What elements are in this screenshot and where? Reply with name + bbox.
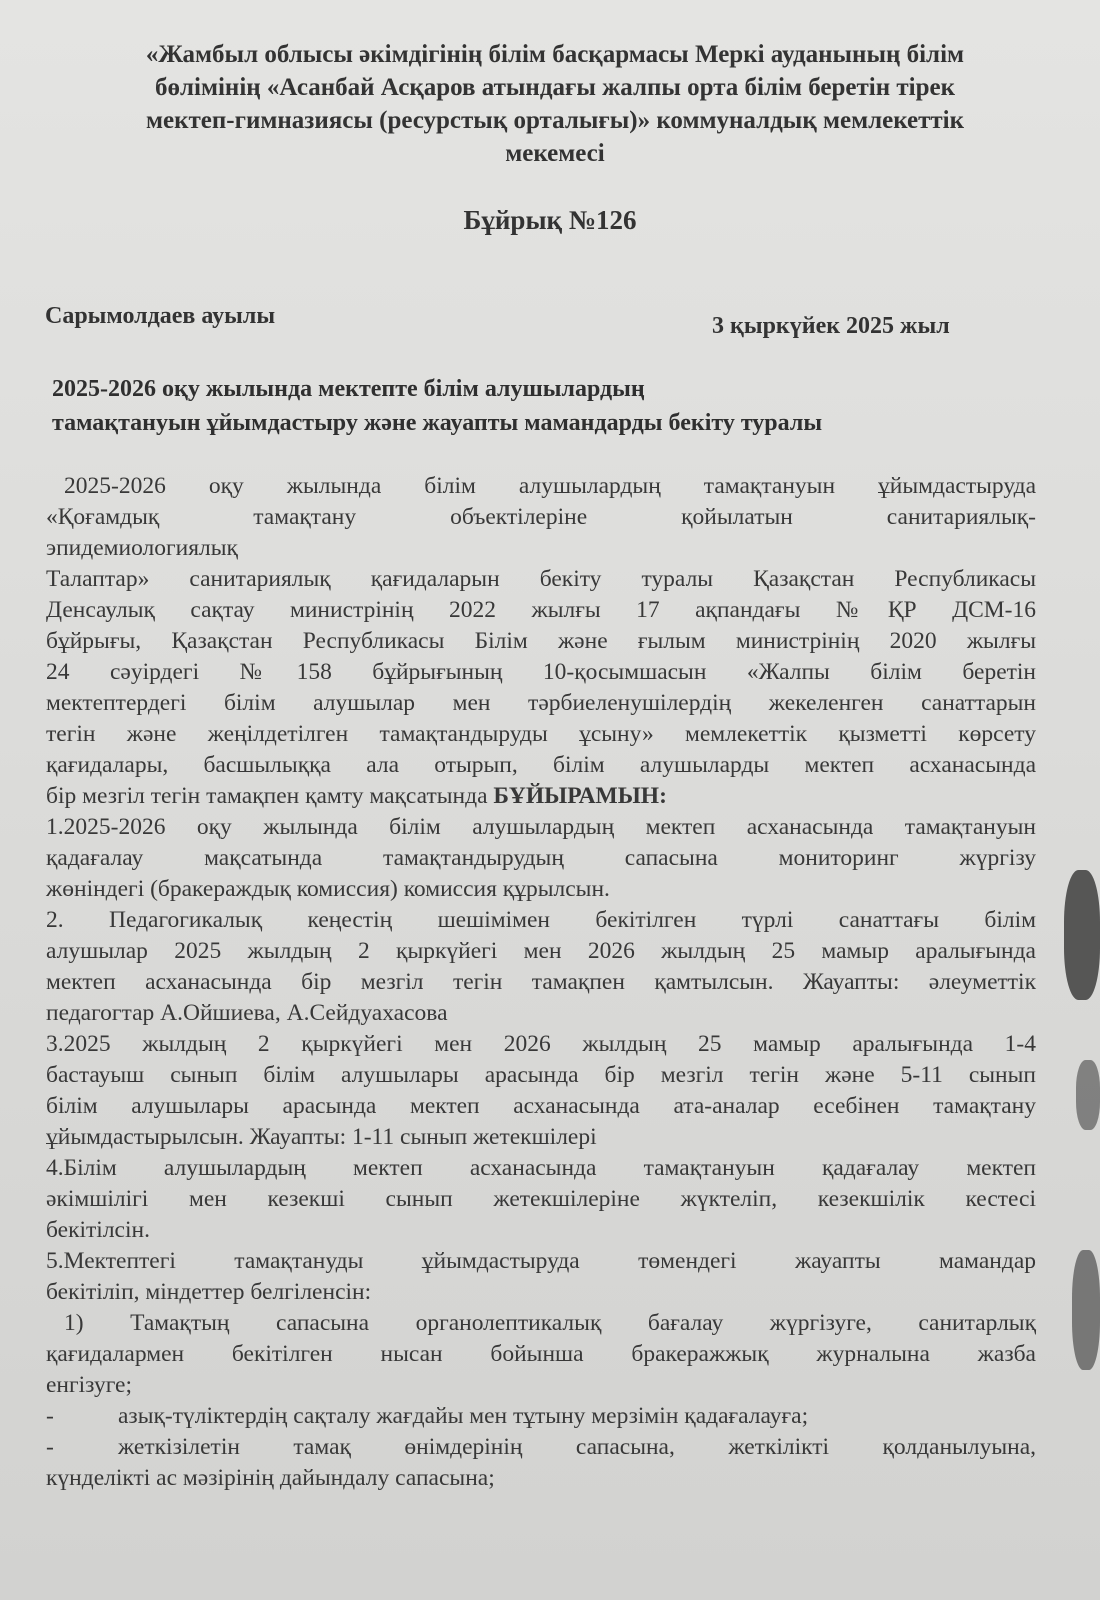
order-item-4 — [46, 1153, 1036, 1246]
item-line: бекітіліп, міндеттер белгіленсін: — [46, 1279, 372, 1305]
item-line: қадағалау мақсатында тамақтандырудың сапасына мониторинг жүргізу — [46, 845, 1036, 871]
item-line: әкімшілігі мен кезекші сынып жетекшілеріне жүктеліп, кезекшілік кестесі — [46, 1186, 1036, 1212]
item-line: педагогтар А.Ойшиева, А.Сейдуахасова — [46, 1000, 448, 1026]
dash-bullet: - — [46, 1434, 54, 1460]
item-line: 2. Педагогикалық кеңестің шешімімен бекітілген түрлі санаттағы білім — [46, 907, 1036, 933]
preamble-line: бұйрығы, Қазақстан Республикасы Білім және ғылым министрінің 2020 жылғы — [46, 628, 1036, 654]
item-line: білім алушылары арасында мектеп асханасында ата-аналар есебінен тамақтану — [46, 1093, 1036, 1119]
item-line: жөніндегі (бракераждық комиссия) комиссия құрылсын. — [46, 876, 610, 902]
order-item-1 — [46, 812, 1036, 905]
header-line-1: «Жамбыл облысы әкімдігінің білім басқармасы Меркі ауданының білім — [145, 41, 965, 68]
dash-item-text: жеткізілетін тамақ өнімдерінің сапасына, жеткілікті қолданылуына, — [118, 1434, 1036, 1460]
preamble-line — [46, 781, 1036, 812]
item-line: ұйымдастырылсын. Жауапты: 1-11 сынып жетекшілері — [46, 1124, 597, 1150]
command-word: БҰЙЫРАМЫН: — [493, 783, 667, 809]
item-line: күнделікті ас мәзірінің дайындалу сапасына; — [46, 1465, 495, 1491]
item-line: қағидалармен бекітілген нысан бойынша бракеражжық журналына жазба — [46, 1341, 1036, 1367]
item-line: мектеп асханасында бір мезгіл тегін тамақпен қамтылсын. Жауапты: әлеуметтік — [46, 969, 1036, 995]
dash-item-1 — [46, 1401, 1036, 1432]
item-line: бекітілсін. — [46, 1217, 150, 1243]
order-item-2 — [46, 905, 1036, 1029]
header-line-4: мекемесі — [505, 140, 605, 167]
item-line: 4.Білім алушылардың мектеп асханасында тамақтануын қадағалау мектеп — [46, 1155, 1036, 1181]
order-subject — [52, 372, 1012, 440]
preamble-line: 2025-2026 оқу жылында білім алушылардың тамақтануын ұйымдастыруда — [64, 473, 1036, 499]
order-place: Сарымолдаев ауылы — [45, 303, 276, 329]
header-line-3: мектеп-гимназиясы (ресурстық орталығы)» коммуналдық мемлекеттік — [145, 107, 965, 134]
preamble-line: Денсаулық сақтау министрінің 2022 жылғы 17 ақпандағы №ҚР ДСМ-16 — [46, 597, 1036, 623]
ink-stain-decoration — [1064, 870, 1100, 1000]
item-line: 3.2025 жылдың 2 қыркүйегі мен 2026 жылдың 25 мамыр аралығында 1-4 — [46, 1031, 1036, 1057]
ink-stain-decoration — [1076, 1060, 1100, 1130]
subject-line-2: тамақтануын ұйымдастыру және жауапты мамандарды бекіту туралы — [52, 410, 823, 436]
item-line: енгізуге; — [46, 1372, 133, 1398]
item-line: 1.2025-2026 оқу жылында білім алушылардың мектеп асханасында тамақтануын — [46, 814, 1036, 840]
dash-item-2 — [46, 1432, 1036, 1463]
order-item-3 — [46, 1029, 1036, 1153]
dash-item-text: азық-түліктердің сақталу жағдайы мен тұтыну мерзімін қадағалауға; — [118, 1403, 809, 1429]
order-body — [46, 471, 1036, 1494]
preamble — [46, 471, 1036, 812]
item-line: 5.Мектептегі тамақтануды ұйымдастыруда төмендегі жауапты мамандар — [46, 1248, 1036, 1274]
ink-stain-decoration — [1072, 1250, 1100, 1370]
order-item-5 — [46, 1246, 1036, 1308]
preamble-line: тегін және жеңілдетілген тамақтандыруды ұсыну» мемлекеттік қызметті көрсету — [46, 721, 1036, 747]
preamble-line: «Қоғамдық тамақтану объектілеріне қойылатын санитариялық- — [46, 504, 1036, 530]
item-line: бастауыш сынып білім алушылары арасында бір мезгіл тегін және 5-11 сынып — [46, 1062, 1036, 1088]
preamble-last: бір мезгіл тегін тамақпен қамту мақсатында — [46, 783, 488, 809]
sub-item-1 — [46, 1308, 1036, 1401]
order-date: 3 қыркүйек 2025 жыл — [712, 313, 950, 339]
item-line: 1) Тамақтың сапасына органолептикалық бағалау жүргізуге, санитарлық — [64, 1310, 1036, 1336]
order-title: Бұйрық №126 — [463, 205, 637, 235]
institution-header — [60, 38, 1050, 170]
item-line: алушылар 2025 жылдың 2 қыркүйегі мен 2026 жылдың 25 мамыр аралығында — [46, 938, 1036, 964]
preamble-line: қағидалары, басшылыққа ала отырып, білім алушыларды мектеп асханасында — [46, 752, 1036, 778]
header-line-2: бөлімінің «Асанбай Асқаров атындағы жалпы орта білім беретін тірек — [154, 74, 956, 101]
dash-bullet: - — [46, 1403, 54, 1429]
preamble-line: Талаптар» санитариялық қағидаларын бекіту туралы Қазақстан Республикасы — [46, 566, 1036, 592]
subject-line-1: 2025-2026 оқу жылында мектепте білім алушылардың — [52, 376, 645, 402]
preamble-line: эпидемиологиялық — [46, 535, 238, 561]
preamble-line: мектептердегі білім алушылар мен тәрбиеленушілердің жекеленген санаттарын — [46, 690, 1036, 716]
preamble-line: 24 сәуірдегі №158 бұйрығының 10-қосымшасын «Жалпы білім беретін — [46, 659, 1036, 685]
